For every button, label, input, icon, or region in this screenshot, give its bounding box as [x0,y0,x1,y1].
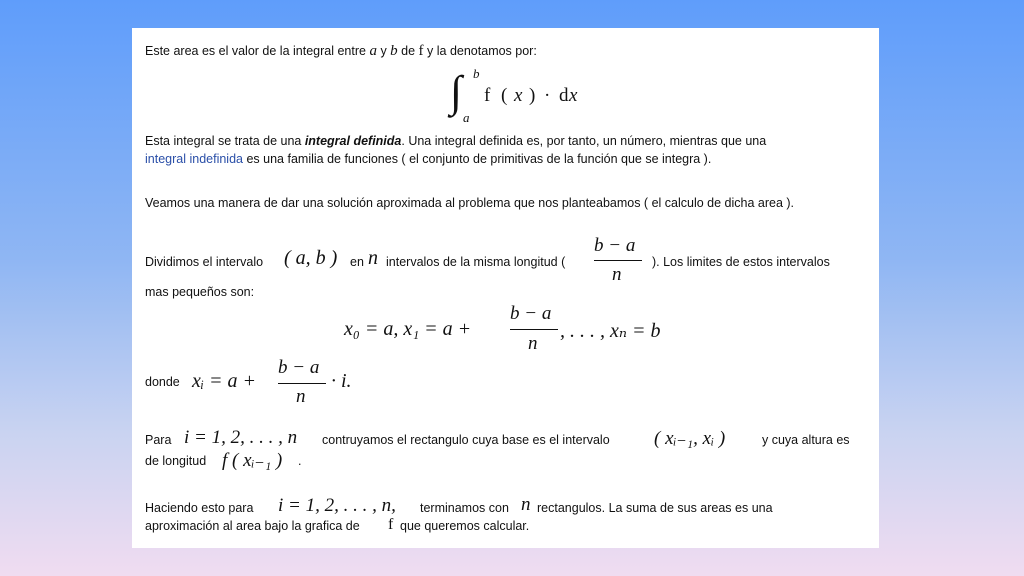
para1-line1 [145,133,766,149]
para3-mid: intervalos de la misma longitud ( [386,255,566,269]
integral-lower-limit: a [463,110,470,125]
para4-interval: ( xᵢ₋₁, xᵢ ) [654,428,726,449]
formula1-frac-bar [510,329,558,330]
para3-n: n [368,247,378,269]
para3-frac-num: b − a [594,235,636,256]
donde-frac-bar [278,383,326,384]
para5-n: n [521,494,531,515]
integral-x: x [514,85,523,106]
formula1-left: x₀ = a, x₁ = a + [344,318,472,340]
donde-label: donde [145,375,180,389]
para1-post: . Una integral definida es, por tanto, un número, mientras que una [401,134,767,148]
formula1-den: n [528,333,538,354]
para4-post: y cuya altura es [762,433,850,447]
func-f: f [418,43,424,59]
para5-post: rectangulos. La suma de sus areas es una [537,501,773,515]
para4-line2-post: . [298,454,302,468]
var-a: a [369,43,377,59]
para5-line2-post: que queremos calcular. [400,519,530,533]
para3-frac-den: n [612,264,622,285]
donde-left: xᵢ = a + [192,370,257,392]
para2-text: Veamos una manera de dar una solución aproximada al problema que nos planteabamos ( el calculo de dicha area ). [145,196,795,210]
para5-mid: terminamos con [420,501,509,515]
para5-line2-pre: aproximación al area bajo la grafica de [145,519,360,533]
integral-rparen: ) [529,85,536,106]
donde-den: n [296,386,306,407]
para1-line2 [145,151,711,167]
integral-d: d [559,85,569,106]
para3-pre: Dividimos el intervalo [145,255,264,269]
para3-line2: mas pequeños son: [145,285,255,299]
para4-line2-pre: de longitud [145,454,207,468]
para5-range: i = 1, 2, . . . , n, [278,495,396,516]
para3-en: en [350,255,364,269]
donde-num: b − a [278,357,320,378]
term-integral-definida: integral definida [304,134,402,148]
var-b: b [390,43,398,59]
intro-post: y la denotamos por: [427,44,537,58]
para4-mid: contruyamos el rectangulo cuya base es el intervalo [322,433,610,447]
donde-right: · i. [331,370,352,392]
para3-frac-bar [594,260,642,261]
para1-pre: Esta integral se trata de una [145,134,305,148]
integral-sign: ∫ [450,67,463,116]
integral-upper-limit: b [473,66,480,81]
para3-interval: ( a, b ) [284,247,338,269]
content-panel [132,28,879,548]
integral-lparen: ( [501,85,508,106]
intro-line [145,43,537,59]
formula1-right: , . . . , xₙ = b [560,320,661,342]
integral-f: f [484,85,491,106]
intro-text: Este area es el valor de la integral entre [145,44,366,58]
para5-pre: Haciendo esto para [145,501,254,515]
intro-y: y [380,44,387,58]
para4-range: i = 1, 2, . . . , n [184,427,298,448]
para5-f: f [388,516,394,533]
para1-post2: es una familia de funciones ( el conjunto de primitivas de la función que se integra ). [243,152,712,166]
integral-dot: · [544,85,551,106]
para4-para: Para [145,433,172,447]
formula1-num: b − a [510,303,552,324]
intro-de: de [401,44,416,58]
integral-indefinida-link[interactable]: integral indefinida [145,152,243,166]
para4-line2-math: f ( xᵢ₋₁ ) [222,450,283,471]
integral-dx-var: x [569,85,578,106]
para2 [145,195,794,211]
para3-post: ). Los limites de estos intervalos [652,255,830,269]
